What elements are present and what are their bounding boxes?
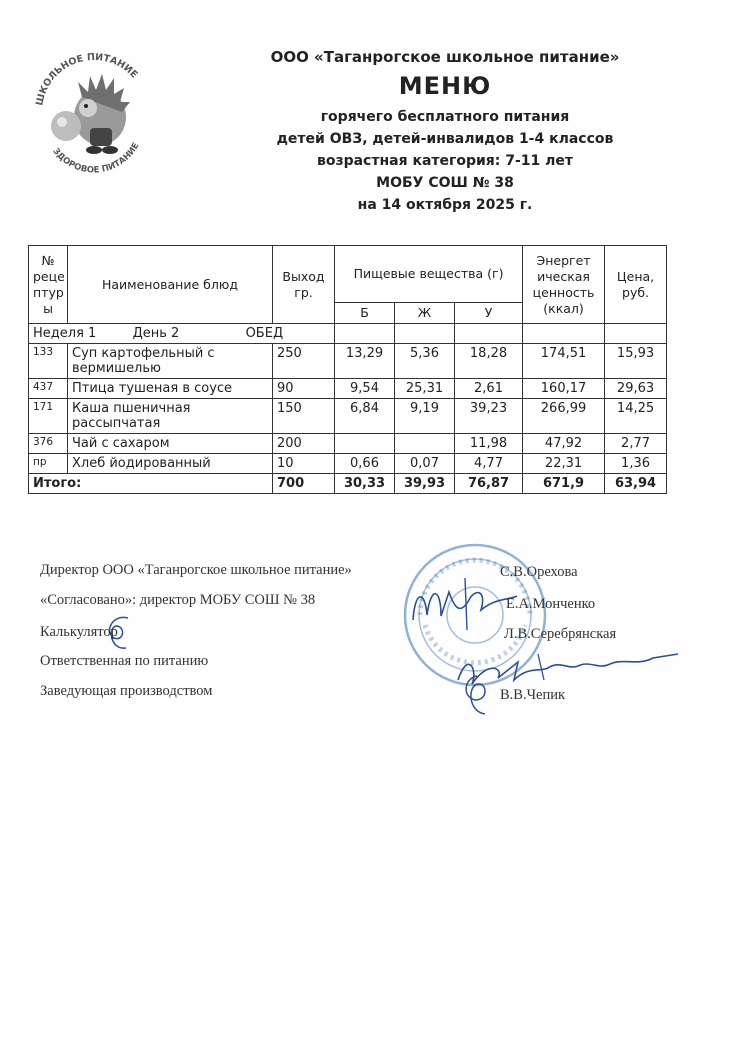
total-output: 700 bbox=[273, 474, 335, 494]
week-label: Неделя 1 bbox=[33, 326, 97, 341]
total-energy: 671,9 bbox=[523, 474, 605, 494]
energy-value: 266,99 bbox=[523, 399, 605, 434]
day-label: День 2 bbox=[132, 326, 180, 341]
table-row bbox=[29, 454, 667, 474]
dish-name: Хлеб йодированный bbox=[68, 454, 273, 474]
age-category: возрастная категория: 7-11 лет bbox=[316, 153, 574, 169]
energy-value: 160,17 bbox=[523, 379, 605, 399]
dish-output: 200 bbox=[273, 434, 335, 454]
protein-value: 6,84 bbox=[335, 399, 395, 434]
calculator-label: Калькулятор bbox=[40, 624, 118, 640]
signature-chepik-icon bbox=[455, 670, 500, 720]
total-label: Итого: bbox=[29, 474, 273, 494]
energy-value: 22,31 bbox=[523, 454, 605, 474]
nutrients-header: Пищевые вещества (г) bbox=[335, 246, 523, 303]
dish-name: Птица тушеная в соусе bbox=[68, 379, 273, 399]
total-row bbox=[29, 474, 667, 494]
recipe-code: 133 bbox=[29, 344, 68, 379]
logo-text-bottom: ЗДОРОВОЕ ПИТАНИЕ bbox=[50, 141, 142, 176]
protein-value: 9,54 bbox=[335, 379, 395, 399]
price-header: Цена, руб. bbox=[605, 246, 667, 324]
recipe-number-header: № реце птур ы bbox=[29, 246, 68, 324]
dish-name: Чай с сахаром bbox=[68, 434, 273, 454]
price-value: 2,77 bbox=[605, 434, 667, 454]
dish-output: 250 bbox=[273, 344, 335, 379]
agreed-name: Е.А.Монченко bbox=[506, 596, 596, 612]
agreed-label: «Согласовано»: директор МОБУ СОШ № 38 bbox=[40, 592, 316, 608]
table-row bbox=[29, 344, 667, 379]
carbs-value: 4,77 bbox=[455, 454, 523, 474]
carbs-value: 11,98 bbox=[455, 434, 523, 454]
fat-value: 0,07 bbox=[395, 454, 455, 474]
price-value: 29,63 bbox=[605, 379, 667, 399]
header-row bbox=[29, 246, 667, 303]
director-name: С.В.Орехова bbox=[500, 564, 578, 580]
recipe-code: 437 bbox=[29, 379, 68, 399]
organization-name: ООО «Таганрогское школьное питание» bbox=[270, 48, 620, 66]
dish-output: 90 bbox=[273, 379, 335, 399]
meal-label: ОБЕД bbox=[245, 326, 284, 341]
protein-value bbox=[335, 434, 395, 454]
head-label: Заведующая производством bbox=[40, 683, 213, 699]
responsible-label: Ответственная по питанию bbox=[40, 653, 209, 669]
calculator-name: Л.В.Серебрянская bbox=[504, 626, 617, 642]
document-header bbox=[210, 48, 680, 216]
carbs-value: 39,23 bbox=[455, 399, 523, 434]
menu-date: на 14 октября 2025 г. bbox=[357, 197, 533, 213]
hedgehog-icon bbox=[74, 74, 130, 154]
fat-value: 25,31 bbox=[395, 379, 455, 399]
document-title: МЕНЮ bbox=[398, 72, 492, 100]
protein-value: 13,29 bbox=[335, 344, 395, 379]
menu-table bbox=[28, 245, 667, 494]
logo-text-top: ШКОЛЬНОЕ ПИТАНИЕ bbox=[34, 51, 140, 107]
output-header: Выход гр. bbox=[273, 246, 335, 324]
dish-output: 150 bbox=[273, 399, 335, 434]
dish-name: Каша пшеничная рассыпчатая bbox=[68, 399, 273, 434]
price-value: 1,36 bbox=[605, 454, 667, 474]
table-row bbox=[29, 434, 667, 454]
carbs-value: 18,28 bbox=[455, 344, 523, 379]
price-value: 14,25 bbox=[605, 399, 667, 434]
table-row bbox=[29, 379, 667, 399]
total-price: 63,94 bbox=[605, 474, 667, 494]
head-name: В.В.Чепик bbox=[500, 687, 566, 703]
protein-header: Б bbox=[335, 303, 395, 324]
apple-icon bbox=[51, 111, 81, 141]
fat-value: 9,19 bbox=[395, 399, 455, 434]
dish-name: Суп картофельный с вермишелью bbox=[68, 344, 273, 379]
price-value: 15,93 bbox=[605, 344, 667, 379]
total-carbs: 76,87 bbox=[455, 474, 523, 494]
protein-value: 0,66 bbox=[335, 454, 395, 474]
energy-value: 47,92 bbox=[523, 434, 605, 454]
carbs-header: У bbox=[455, 303, 523, 324]
total-fat: 39,93 bbox=[395, 474, 455, 494]
subtitle-line-2: детей ОВЗ, детей-инвалидов 1-4 классов bbox=[276, 131, 614, 147]
director-label: Директор ООО «Таганрогское школьное питание» bbox=[40, 562, 352, 578]
school-name: МОБУ СОШ № 38 bbox=[376, 175, 514, 191]
subtitle-line-1: горячего бесплатного питания bbox=[320, 109, 570, 125]
total-protein: 30,33 bbox=[335, 474, 395, 494]
recipe-code: 171 bbox=[29, 399, 68, 434]
fat-value: 5,36 bbox=[395, 344, 455, 379]
section-row bbox=[29, 324, 667, 344]
section-label bbox=[29, 324, 335, 344]
fat-header: Ж bbox=[395, 303, 455, 324]
energy-header: Энергет ическая ценность (ккал) bbox=[523, 246, 605, 324]
recipe-code: пр bbox=[29, 454, 68, 474]
fat-value bbox=[395, 434, 455, 454]
carbs-value: 2,61 bbox=[455, 379, 523, 399]
energy-value: 174,51 bbox=[523, 344, 605, 379]
dish-name-header: Наименование блюд bbox=[68, 246, 273, 324]
dish-output: 10 bbox=[273, 454, 335, 474]
school-meals-logo bbox=[28, 42, 158, 177]
recipe-code: 376 bbox=[29, 434, 68, 454]
table-row bbox=[29, 399, 667, 434]
